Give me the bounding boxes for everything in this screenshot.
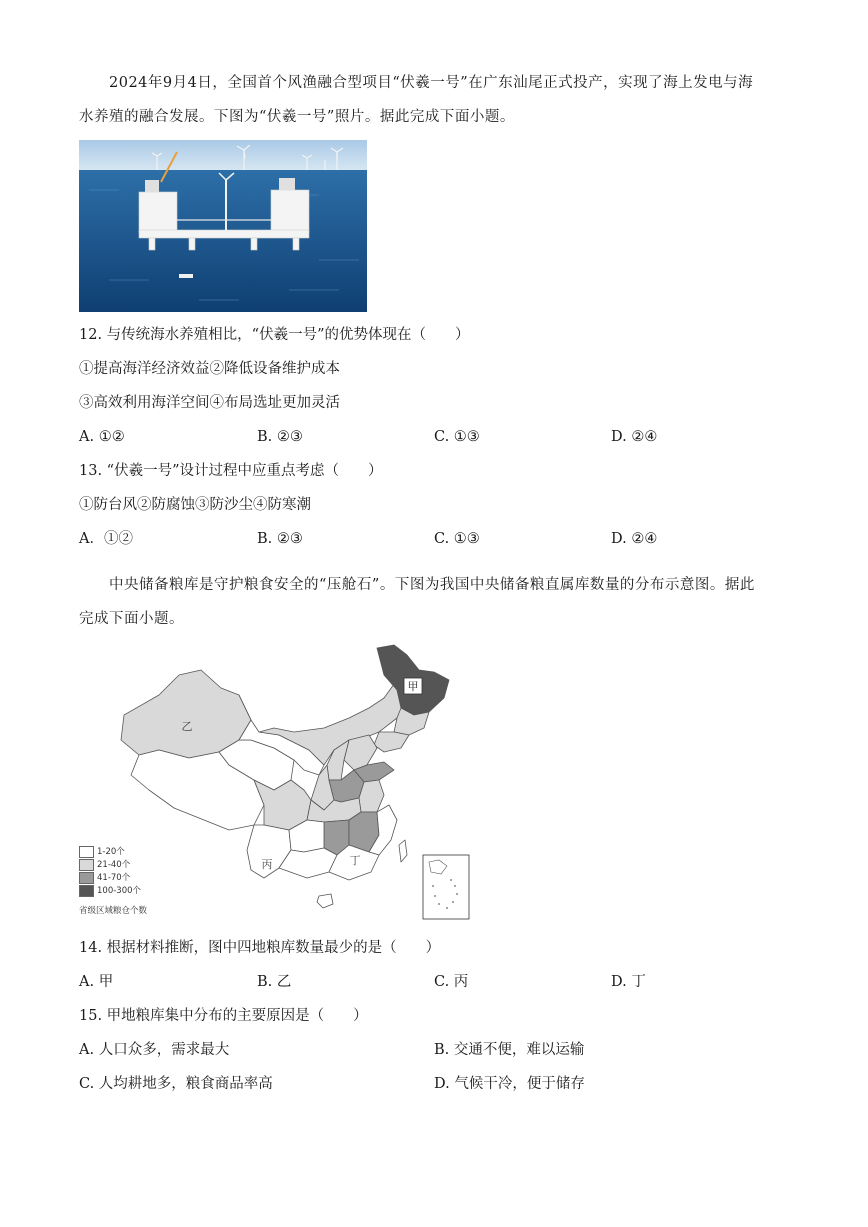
- q13-option-b: B. ②③: [257, 531, 303, 547]
- q14-stem: 14. 根据材料推断，图中四地粮库数量最少的是（ ）: [79, 940, 441, 956]
- south-china-sea-inset: [423, 855, 469, 919]
- legend-label-2: 21-40个: [97, 860, 131, 870]
- q14-option-d: D. 丁: [611, 974, 646, 990]
- q13-option-a: A．①②: [79, 531, 133, 547]
- intro-paragraph-2: [79, 568, 799, 636]
- legend-swatch-2: [79, 859, 94, 871]
- intro1-line2: 水养殖的融合发展。下图为“伏羲一号”照片。据此完成下面小题。: [79, 109, 515, 125]
- region-taiwan: [399, 840, 407, 862]
- q12-statements-1: ①提高海洋经济效益②降低设备维护成本: [79, 361, 340, 377]
- china-map-svg: [79, 640, 479, 925]
- q13-stem: 13. “伏羲一号”设计过程中应重点考虑（ ）: [79, 463, 383, 479]
- intro2-line2: 完成下面小题。: [79, 611, 184, 627]
- label-yi: 乙: [181, 720, 193, 733]
- q15-stem: 15. 甲地粮库集中分布的主要原因是（ ）: [79, 1008, 368, 1024]
- legend-label-1: 1-20个: [97, 847, 125, 857]
- intro-paragraph-1: [79, 66, 799, 134]
- legend-label-4: 100-300个: [97, 886, 142, 896]
- q13-option-c: C. ①③: [434, 531, 480, 547]
- legend-swatch-3: [79, 872, 94, 884]
- q15-option-a: A. 人口众多，需求最大: [79, 1042, 230, 1058]
- q12-statements-2: ③高效利用海洋空间④布局选址更加灵活: [79, 395, 340, 411]
- q13-statements: ①防台风②防腐蚀③防沙尘④防寒潮: [79, 497, 311, 513]
- q14-option-b: B. 乙: [257, 974, 292, 990]
- q13-option-d: D. ②④: [611, 531, 658, 547]
- intro1-line1: 2024年9月4日，全国首个风渔融合型项目“伏羲一号”在广东汕尾正式投产，实现了海上发电与海: [109, 75, 754, 91]
- photo-illustration: [79, 140, 367, 312]
- legend-swatch-4: [79, 885, 94, 897]
- q12-stem: 12. 与传统海水养殖相比，“伏羲一号”的优势体现在（ ）: [79, 327, 470, 343]
- label-jia: 甲: [407, 680, 419, 693]
- label-bing: 丙: [261, 858, 273, 871]
- q14-option-c: C. 丙: [434, 974, 469, 990]
- fuxi-platform-photo: [79, 140, 367, 312]
- q12-option-d: D. ②④: [611, 429, 658, 445]
- grain-reserve-map: [79, 640, 479, 925]
- q12-option-b: B. ②③: [257, 429, 303, 445]
- legend-caption: 省级区域粮仓个数: [79, 906, 148, 916]
- legend-swatch-1: [79, 846, 94, 858]
- q15-option-d: D. 气候干冷，便于储存: [434, 1076, 585, 1092]
- q12-option-a: A. ①②: [79, 429, 125, 445]
- region-jiangsu-anhui: [359, 780, 384, 812]
- region-liaoning: [374, 732, 409, 752]
- q14-option-a: A. 甲: [79, 974, 114, 990]
- label-ding: 丁: [349, 854, 361, 867]
- intro2-line1: 中央储备粮库是守护粮食安全的“压舱石”。下图为我国中央储备粮直属库数量的分布示意图。据此: [109, 577, 755, 593]
- legend-label-3: 41-70个: [97, 873, 131, 883]
- q15-option-b: B. 交通不便，难以运输: [434, 1042, 585, 1058]
- q12-option-c: C. ①③: [434, 429, 480, 445]
- q15-option-c: C. 人均耕地多，粮食商品率高: [79, 1076, 273, 1092]
- region-hainan: [317, 894, 333, 908]
